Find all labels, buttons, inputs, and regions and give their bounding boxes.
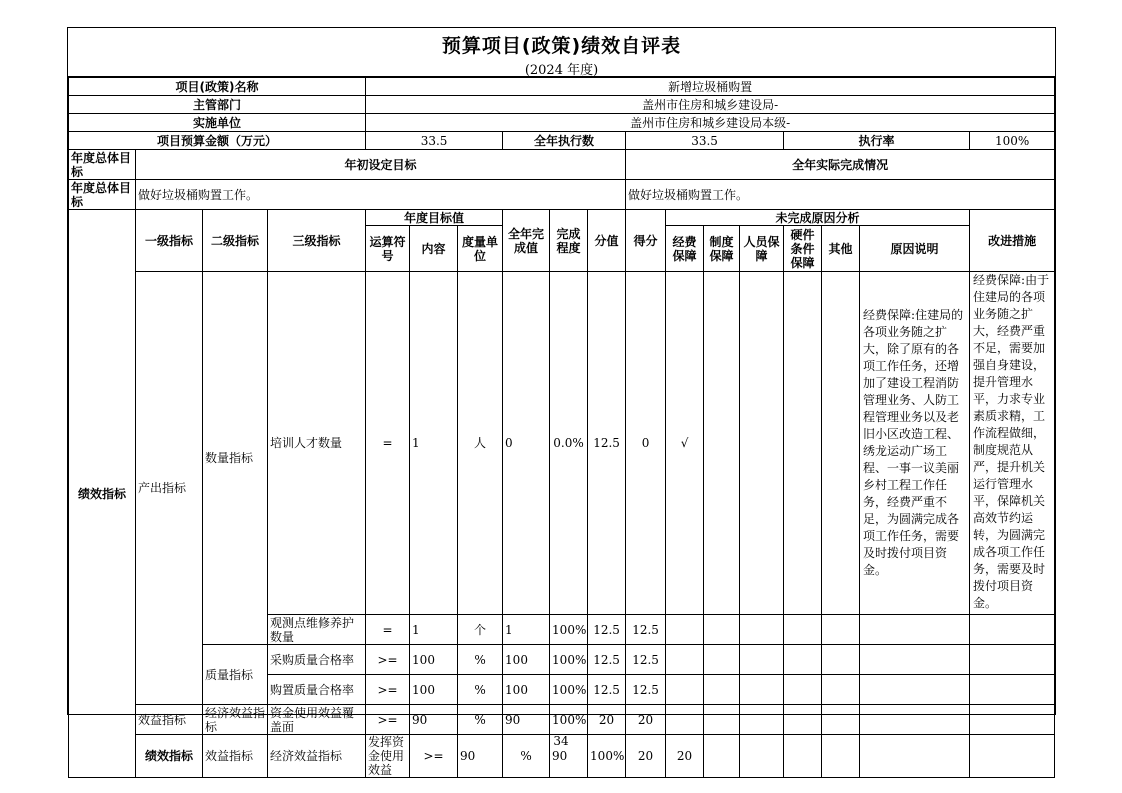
got-header: 得分 — [626, 210, 666, 272]
got-cell: 20 — [626, 705, 666, 735]
operator-header: 运算符号 — [366, 226, 410, 272]
actual-cell: 0 — [503, 272, 550, 615]
empty-cell — [860, 645, 970, 675]
empty-cell — [704, 705, 740, 735]
score-cell: 20 — [588, 705, 626, 735]
level1-header: 一级指标 — [136, 210, 203, 272]
level3-header: 三级指标 — [268, 210, 366, 272]
unit-cell: % — [458, 705, 503, 735]
empty-cell — [666, 705, 704, 735]
actual-cell: 1 — [503, 615, 550, 645]
table-row — [69, 705, 1055, 735]
operator-cell: >= — [366, 705, 410, 735]
quality-indicator: 质量指标 — [203, 645, 268, 705]
set-goal-header: 年初设定目标 — [136, 150, 626, 180]
empty-cell — [970, 705, 1055, 735]
budget-value: 33.5 — [366, 132, 503, 150]
page-number: 34 — [553, 734, 569, 748]
content-cell: 90 — [410, 705, 458, 735]
empty-cell — [704, 645, 740, 675]
content-cell: 1 — [410, 272, 458, 615]
empty-cell — [860, 675, 970, 705]
empty-cell — [784, 615, 822, 645]
project-name-row — [69, 78, 1055, 96]
perf-indicator-label: 绩效指标 — [69, 210, 136, 778]
evaluation-table — [68, 77, 1055, 778]
operator-cell: = — [366, 272, 410, 615]
degree-cell: 100% — [550, 615, 588, 645]
project-name-label: 项目(政策)名称 — [69, 78, 366, 96]
level3-cell: 发挥资金使用效益 — [366, 735, 410, 778]
unit-cell: % — [503, 735, 550, 778]
degree-cell: 100% — [550, 645, 588, 675]
empty-cell — [666, 675, 704, 705]
econ-benefit-indicator: 经济效益指标 — [268, 735, 366, 778]
improve-cell: 经费保障:由于住建局的各项业务随之扩大，经费严重不足，需要加强自身建设，提升管理水平，力求专业素质求精，工作流程做细，制度规范从严，提升机关运行管理水平，保障机关高效节约运转，为圆满完成各项工作任务，需要及时拨付项目资金。 — [970, 272, 1055, 615]
unit-value: 盖州市住房和城乡建设局本级- — [366, 114, 1055, 132]
econ-benefit-indicator: 经济效益指标 — [203, 705, 268, 735]
level3-cell: 购置质量合格率 — [268, 675, 366, 705]
unit-cell: 个 — [458, 615, 503, 645]
empty-cell — [822, 645, 860, 675]
exec-label: 全年执行数 — [503, 132, 626, 150]
empty-cell — [822, 615, 860, 645]
level2-header: 二级指标 — [203, 210, 268, 272]
empty-cell — [704, 675, 740, 705]
actual-cell: 90 — [503, 705, 550, 735]
empty-cell — [740, 675, 784, 705]
reason-desc-header: 原因说明 — [860, 226, 970, 272]
dept-value: 盖州市住房和城乡建设局- — [366, 96, 1055, 114]
empty-cell — [970, 645, 1055, 675]
unit-cell: % — [458, 645, 503, 675]
level3-cell: 采购质量合格率 — [268, 645, 366, 675]
got-cell: 12.5 — [626, 645, 666, 675]
header-row-1 — [69, 210, 1055, 226]
actual-cell: 100 — [503, 645, 550, 675]
empty-cell — [822, 675, 860, 705]
system-header: 制度保障 — [704, 226, 740, 272]
content-header: 内容 — [410, 226, 458, 272]
got-cell: 12.5 — [626, 615, 666, 645]
empty-cell — [740, 645, 784, 675]
set-goal-text: 做好垃圾桶购置工作。 — [136, 180, 626, 210]
actual-header: 全年完成值 — [503, 210, 550, 272]
degree-cell: 100% — [550, 675, 588, 705]
got-cell: 20 — [666, 735, 704, 778]
improve-header: 改进措施 — [970, 210, 1055, 272]
unit-cell: 人 — [458, 272, 503, 615]
got-cell: 0 — [626, 272, 666, 615]
empty-cell — [784, 645, 822, 675]
quantity-indicator: 数量指标 — [203, 272, 268, 645]
actual-cell: 100 — [503, 675, 550, 705]
operator-cell: >= — [366, 675, 410, 705]
budget-label: 项目预算金额（万元） — [69, 132, 366, 150]
annual-goal-label: 年度总体目标 — [69, 150, 136, 180]
actual-goal-text: 做好垃圾桶购置工作。 — [626, 180, 1055, 210]
operator-cell: >= — [366, 645, 410, 675]
unit-label: 实施单位 — [69, 114, 366, 132]
score-cell: 20 — [626, 735, 666, 778]
perf-indicator-label-2: 绩效指标 — [136, 735, 203, 778]
year-subtitle: (2024 年度) — [524, 63, 599, 78]
reason-desc-cell: 经费保障:住建局的各项业务随之扩大，除了原有的各项工作任务，还增加了建设工程消防管理业务、人防工程管理业务以及老旧小区改造工程、绣龙运动广场工程、一事一议美丽乡村工程工作任务，经费严重不足，为圆满完成各项工作任务，需要及时拨付项目资金。 — [860, 272, 970, 615]
empty-cell — [666, 615, 704, 645]
empty-cell — [784, 705, 822, 735]
budget-row — [69, 132, 1055, 150]
degree-cell: 100% — [550, 705, 588, 735]
table-row — [69, 645, 1055, 675]
rate-label: 执行率 — [784, 132, 970, 150]
annual-goal-label-2: 年度总体目标 — [69, 180, 136, 210]
goal-text-row — [69, 180, 1055, 210]
exec-value: 33.5 — [626, 132, 784, 150]
page-title: 预算项目(政策)绩效自评表 — [441, 35, 682, 57]
funding-header: 经费保障 — [666, 226, 704, 272]
staff-header: 人员保障 — [740, 226, 784, 272]
degree-cell: 0.0% — [550, 272, 588, 615]
score-cell: 12.5 — [588, 675, 626, 705]
empty-cell — [822, 705, 860, 735]
dept-row — [69, 96, 1055, 114]
dept-label: 主管部门 — [69, 96, 366, 114]
goal-header-row — [69, 150, 1055, 180]
empty-cell — [666, 645, 704, 675]
unit-cell: % — [458, 675, 503, 705]
empty-cell — [740, 615, 784, 645]
actual-cell: 90 — [550, 735, 588, 778]
unit-row — [69, 114, 1055, 132]
rate-value: 100% — [970, 132, 1055, 150]
title-block — [68, 28, 1055, 77]
project-name-value: 新增垃圾桶购置 — [366, 78, 1055, 96]
degree-header: 完成程度 — [550, 210, 588, 272]
hardware-header: 硬件条件保障 — [784, 226, 822, 272]
unit-header: 度量单位 — [458, 226, 503, 272]
level3-cell: 观测点维修养护数量 — [268, 615, 366, 645]
empty-cell — [704, 615, 740, 645]
content-cell: 90 — [458, 735, 503, 778]
staff-cell — [740, 272, 784, 615]
content-cell: 1 — [410, 615, 458, 645]
empty-cell — [860, 705, 970, 735]
output-indicator: 产出指标 — [136, 272, 203, 705]
system-cell — [704, 272, 740, 615]
level3-cell: 资金使用效益覆盖面 — [268, 705, 366, 735]
score-header: 分值 — [588, 210, 626, 272]
empty-cell — [740, 705, 784, 735]
score-cell: 12.5 — [588, 615, 626, 645]
empty-cell — [860, 615, 970, 645]
content-cell: 100 — [410, 675, 458, 705]
operator-cell: = — [366, 615, 410, 645]
operator-cell: >= — [410, 735, 458, 778]
empty-cell — [970, 675, 1055, 705]
actual-goal-header: 全年实际完成情况 — [626, 150, 1055, 180]
funding-check: √ — [666, 272, 704, 615]
level3-cell: 培训人才数量 — [268, 272, 366, 615]
hardware-cell — [784, 272, 822, 615]
got-cell: 12.5 — [626, 675, 666, 705]
score-cell: 12.5 — [588, 272, 626, 615]
reason-group-header: 未完成原因分析 — [666, 210, 970, 226]
benefit-indicator: 效益指标 — [136, 705, 203, 735]
benefit-indicator: 效益指标 — [203, 735, 268, 778]
content-cell: 100 — [410, 645, 458, 675]
degree-cell: 100% — [588, 735, 626, 778]
other-cell — [822, 272, 860, 615]
empty-cell — [970, 615, 1055, 645]
score-cell: 12.5 — [588, 645, 626, 675]
empty-cell — [784, 675, 822, 705]
other-header: 其他 — [822, 226, 860, 272]
table-row — [69, 272, 1055, 615]
annual-target-header: 年度目标值 — [366, 210, 503, 226]
